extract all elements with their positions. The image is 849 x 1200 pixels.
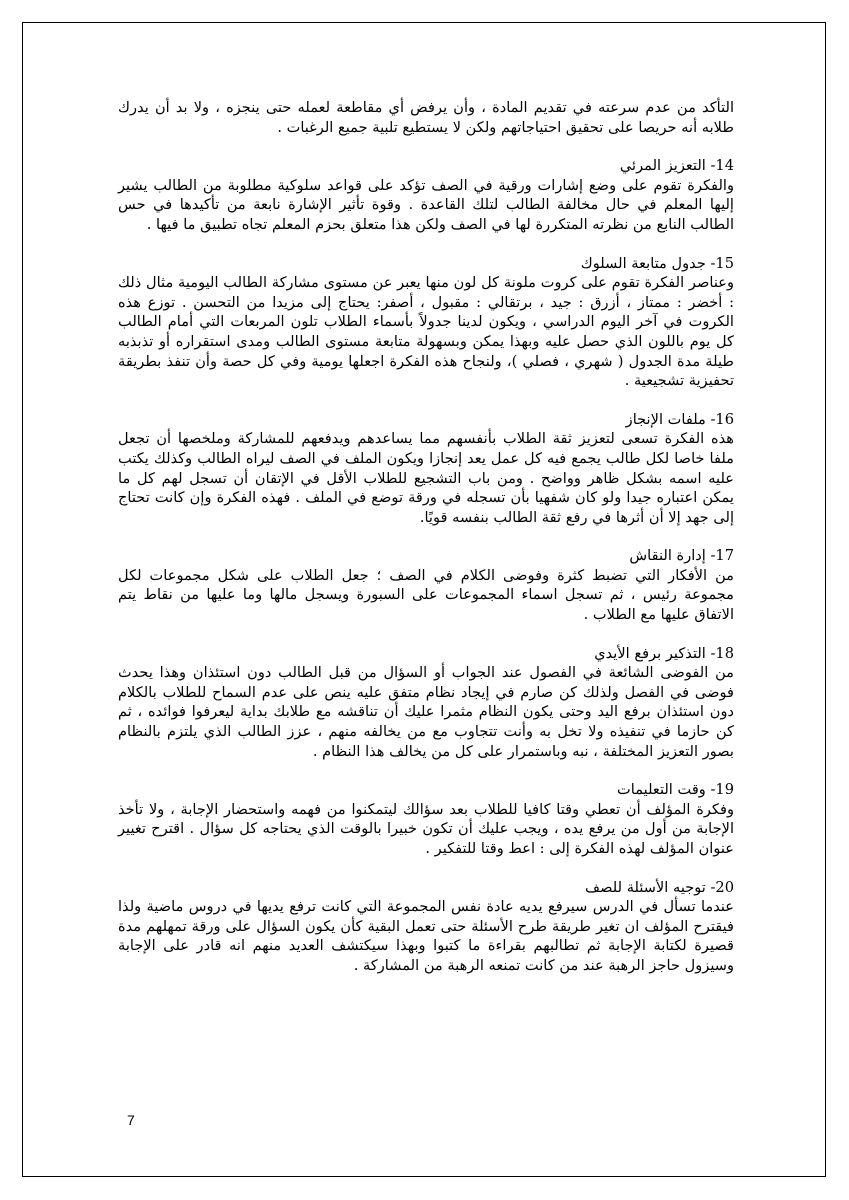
- section-title: 15- جدول متابعة السلوك: [580, 254, 734, 272]
- section-title: 17- إدارة النقاش: [629, 547, 734, 565]
- section-body: هذه الفكرة تسعى لتعزيز ثقة الطلاب بأنفسهم مما يساعدهم ويدفعهم للمشاركة وملخصها أن تجعل ملفا خاصا لكل طالب يجمع فيه كل عمل يعد إنجازا ويكون الملف في الصف ليراه الطالب وكذلك يكتب عليه اسمه بشكل ظاهر وواضح . ومن باب التشجيع للطلاب الأقل في الإتقان أن تسجل لهم كل ما يمكن اعتباره جيدا ولو كان شفهيا بأن تسجله في ورقة توضع في الملف . فهذه الفكرة وإن كانت تحتاج إلى جهد إلا أن أثرها في رفع ثقة الطالب بنفسه قويًا.: [118, 430, 734, 526]
- section-hand-raising-reminder: [118, 644, 734, 762]
- section-body: من الأفكار التي تضبط كثرة وفوضى الكلام في الصف ؛ جعل الطلاب على شكل مجموعات لكل مجموعة رئيس ، ثم تسجل اسماء المجموعات على السبورة ويسجل مالها وما عليها من نقاط يتم الاتفاق عليها مع الطلاب .: [118, 566, 734, 624]
- section-title: 19- وقت التعليمات: [617, 781, 734, 799]
- document-body: [118, 98, 734, 995]
- section-title: 14- التعزيز المرئي: [619, 157, 734, 175]
- section-discussion-management: [118, 546, 734, 624]
- page-number: 7: [127, 1112, 135, 1128]
- section-instruction-time: [118, 780, 734, 858]
- section-title: 18- التذكير برفع الأيدي: [594, 644, 734, 662]
- section-title: 20- توجيه الأسئلة للصف: [585, 878, 734, 896]
- section-body: والفكرة تقوم على وضع إشارات ورقية في الصف تؤكد على قواعد سلوكية مطلوبة من الطالب يشير إليها المعلم في حال مخالفة الطالب لتلك القاعدة . وقوة تأثير الإشارة نابعة من تأكيدها في حس الطالب النابع من نظرته المتكررة لها في الصف ولكن هذا متعلق بحزم المعلم تجاه تطبيق ما فيها .: [118, 176, 734, 233]
- section-visual-reinforcement: [118, 156, 734, 234]
- section-body: وعناصر الفكرة تقوم على كروت ملونة كل لون منها يعبر عن مستوى مشاركة الطالب اليومية مثال ذلك : أخضر : ممتاز ، أزرق : جيد ، برتقالي : مقبول ، أصفر: يحتاج إلى مزيدا من التحسن . توزع هذه الكروت في آخر اليوم الدراسي ، ويكون لدينا جدولاً بأسماء الطلاب تلون المربعات التي أمام الطالب كل يوم باللون الذي حصل عليه وبهذا يمكن وبسهولة متابعة مستوى الطالب ومدى استقراره أو تذبذبه طيلة مدة الجدول ( شهري ، فصلي )، ولنجاح هذه الفكرة اجعلها يومية وفي كل حصة وأن تنفذ بطريقة تحفيزية تشجيعية .: [118, 274, 734, 390]
- section-behavior-tracking-table: [118, 254, 734, 391]
- intro-paragraph: التأكد من عدم سرعته في تقديم المادة ، وأن يرفض أي مقاطعة لعمله حتى ينجزه ، ولا بد أن يدرك طلابه أنه حريصا على تحقيق احتياجاتهم ولكن لا يستطيع تلبية جميع الرغبات .: [118, 99, 734, 136]
- section-body: عندما تسأل في الدرس سيرفع يديه عادة نفس المجموعة التي كانت ترفع يديها في دروس ماضية ولذا فيقترح المؤلف ان تغير طريقة طرح الأسئلة حتى تعمل البقية كأن يكون السؤال على ورقة تمهلهم مدة قصيرة لكتابة الإجابة ثم تطالبهم بقراءة ما كتبوا وبهذا سيكتشف العديد منهم انه قادر على الإجابة وسيزول حاجز الرهبة عند من كانت تمنعه الرهبة من المشاركة .: [118, 898, 734, 974]
- section-achievement-files: [118, 410, 734, 528]
- section-body: وفكرة المؤلف أن تعطي وقتا كافيا للطلاب بعد سؤالك ليتمكنوا من فهمه واستحضار الإجابة ، ولا تأخذ الإجابة من أول من يرفع يده ، ويجب عليك أن تكون خبيرا بالوقت الذي يحتاجه كل سؤال . اقترح تغيير عنوان المؤلف لهذه الفكرة إلى : اعط وقتا للتفكير .: [118, 800, 735, 857]
- section-title: 16- ملفات الإنجاز: [625, 410, 734, 428]
- section-body: من الفوضى الشائعة في الفصول عند الجواب أو السؤال من قبل الطالب دون استئذان وهذا يحدث فوضى في الفصل ولذلك كن صارم في إيجاد نظام متفق عليه ينص على عدم السماح للطلاب بالكلام دون استئذان برفع اليد وحتى يكون النظام مثمرا عليك أن تناقشه مع طلابك بداية ليعرفوا فوائده ، ثم كن حازما في تنفيذه ولا تخل به وأنت تتجاوب مع من يخالفه منهم ، عزز الطالب الذي يلتزم بالنظام بصور التعزيز المختلفة ، نبه وباستمرار على كل من يخالف هذا النظام .: [118, 664, 734, 760]
- section-class-questions: [118, 878, 734, 976]
